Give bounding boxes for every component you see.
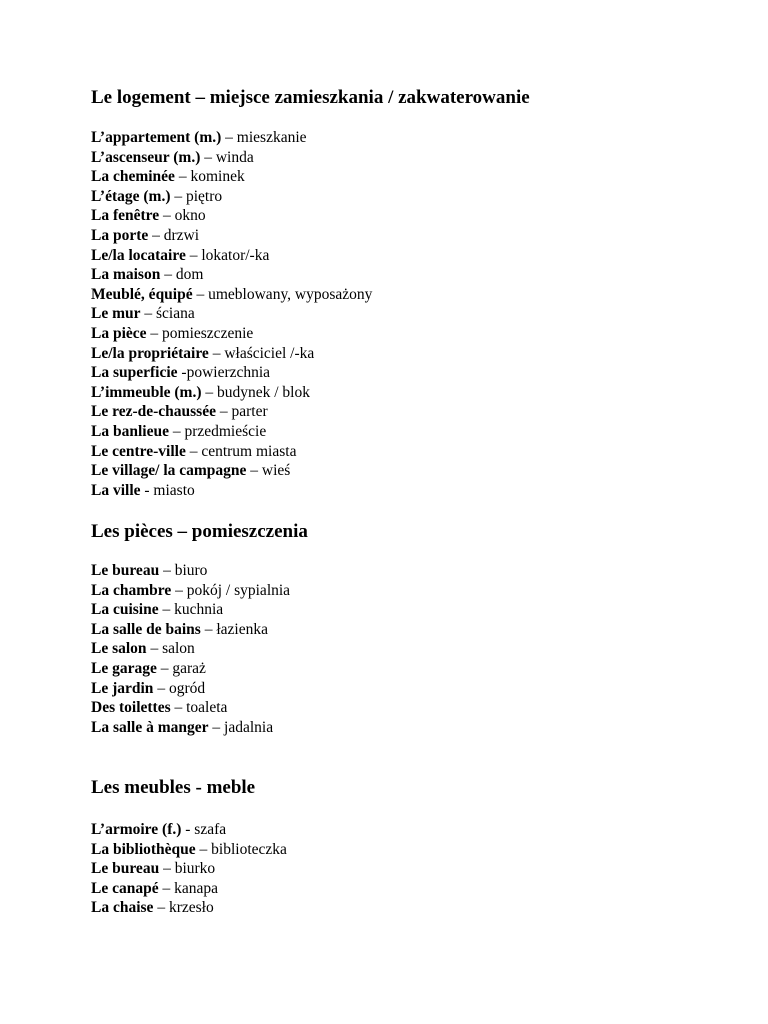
entry-translation: – parter — [215, 403, 268, 421]
entry-translation: – winda — [200, 148, 254, 166]
heading-translation: – miejsce zamieszkania / zakwaterowanie — [190, 87, 530, 108]
entry-translation: – budynek / blok — [201, 383, 310, 401]
entry-translation: – kanapa — [158, 879, 218, 897]
heading-translation: – pomieszczenia — [172, 521, 308, 542]
vocab-entry — [91, 363, 372, 383]
vocab-entry — [91, 679, 290, 699]
section-heading-logement — [91, 86, 530, 110]
entry-term: Le canapé — [91, 879, 159, 897]
vocab-entry — [91, 698, 290, 718]
heading-term: Les pièces — [91, 521, 173, 542]
vocab-entry — [91, 879, 287, 899]
vocab-entry — [91, 461, 372, 481]
entry-translation: – centrum miasta — [185, 442, 297, 460]
entry-term: Le/la propriétaire — [91, 344, 209, 362]
entry-term: La salle de bains — [91, 620, 201, 638]
entry-translation: – mieszkanie — [221, 129, 307, 146]
entry-term: La cuisine — [91, 601, 159, 619]
entry-translation: – okno — [159, 207, 206, 225]
entry-term: Le rez-de-chaussée — [91, 403, 216, 421]
vocab-list-pieces — [91, 561, 290, 737]
entry-translation: – biuro — [159, 562, 208, 579]
vocab-entry — [91, 285, 372, 305]
heading-translation: - meble — [190, 777, 256, 798]
entry-term: La pièce — [91, 324, 147, 342]
vocab-entry — [91, 128, 372, 148]
vocab-entry — [91, 383, 372, 403]
vocab-entry — [91, 481, 372, 501]
vocab-entry — [91, 167, 372, 187]
entry-term: Le bureau — [91, 562, 160, 579]
entry-translation: – toaleta — [170, 699, 228, 717]
entry-term: Le jardin — [91, 679, 154, 697]
vocab-entry — [91, 442, 372, 462]
vocab-entry — [91, 324, 372, 344]
vocab-entry — [91, 840, 287, 860]
vocab-entry — [91, 226, 372, 246]
entry-translation: – garaż — [156, 659, 206, 677]
entry-translation: - szafa — [181, 821, 227, 838]
entry-translation: – krzesło — [153, 899, 214, 917]
entry-translation: – umeblowany, wyposażony — [192, 285, 373, 303]
entry-translation: – przedmieście — [168, 422, 267, 440]
vocab-entry — [91, 402, 372, 422]
entry-translation: – ściana — [140, 305, 195, 323]
entry-term: Le salon — [91, 640, 147, 658]
vocab-entry — [91, 422, 372, 442]
vocab-entry — [91, 304, 372, 324]
section-heading-pieces — [91, 520, 308, 544]
entry-translation: – kuchnia — [158, 601, 224, 619]
vocab-entry — [91, 187, 372, 207]
entry-term: La chaise — [91, 899, 154, 917]
entry-term: La chambre — [91, 581, 172, 599]
entry-translation: – salon — [146, 640, 195, 658]
entry-translation: -powierzchnia — [177, 364, 271, 382]
entry-term: Meublé, équipé — [91, 285, 193, 303]
section-heading-meubles — [91, 776, 255, 800]
entry-translation: – biurko — [159, 860, 216, 878]
entry-translation: - miasto — [140, 481, 195, 499]
entry-term: La superficie — [91, 364, 178, 382]
entry-term: L’étage (m.) — [91, 187, 171, 205]
entry-translation: – pokój / sypialnia — [171, 581, 291, 599]
vocab-entry — [91, 898, 287, 918]
entry-translation: – wieś — [246, 462, 291, 480]
entry-translation: – kominek — [174, 168, 245, 186]
entry-translation: – pomieszczenie — [146, 324, 254, 342]
entry-term: L’armoire (f.) — [91, 821, 182, 838]
vocab-entry — [91, 265, 372, 285]
entry-term: La ville — [91, 481, 141, 499]
entry-translation: – drzwi — [148, 226, 200, 244]
entry-term: Le garage — [91, 659, 157, 677]
entry-translation: – łazienka — [200, 620, 268, 638]
entry-term: L’appartement (m.) — [91, 129, 222, 146]
entry-term: L’immeuble (m.) — [91, 383, 202, 401]
vocab-entry — [91, 246, 372, 266]
vocab-entry — [91, 148, 372, 168]
entry-term: Des toilettes — [91, 699, 171, 717]
vocab-entry — [91, 639, 290, 659]
entry-term: Le mur — [91, 305, 141, 323]
vocab-entry — [91, 620, 290, 640]
vocab-entry — [91, 718, 290, 738]
entry-translation: – dom — [160, 266, 204, 284]
entry-term: La salle à manger — [91, 718, 209, 736]
entry-term: Le bureau — [91, 860, 160, 878]
vocab-entry — [91, 859, 287, 879]
vocab-entry — [91, 581, 290, 601]
vocab-entry — [91, 344, 372, 364]
entry-translation: – jadalnia — [208, 718, 274, 736]
vocab-entry — [91, 206, 372, 226]
entry-translation: – biblioteczka — [195, 840, 287, 858]
vocab-entry — [91, 820, 287, 840]
heading-term: Le logement — [91, 87, 191, 108]
entry-translation: – lokator/-ka — [185, 246, 270, 264]
heading-term: Les meubles — [91, 777, 191, 798]
entry-term: La fenêtre — [91, 207, 160, 225]
entry-term: Le centre-ville — [91, 442, 186, 460]
entry-term: La banlieue — [91, 422, 169, 440]
entry-term: La maison — [91, 266, 161, 284]
vocab-list-meubles — [91, 820, 287, 918]
entry-term: Le/la locataire — [91, 246, 186, 264]
vocab-entry — [91, 600, 290, 620]
entry-term: La bibliothèque — [91, 840, 196, 858]
entry-translation: – właściciel /-ka — [208, 344, 315, 362]
vocab-list-logement — [91, 128, 372, 500]
vocab-entry — [91, 561, 290, 581]
entry-term: La cheminée — [91, 168, 175, 186]
entry-term: Le village/ la campagne — [91, 462, 247, 480]
entry-term: La porte — [91, 226, 149, 244]
entry-translation: – piętro — [170, 187, 223, 205]
vocab-entry — [91, 659, 290, 679]
entry-term: L’ascenseur (m.) — [91, 148, 201, 166]
entry-translation: – ogród — [153, 679, 206, 697]
